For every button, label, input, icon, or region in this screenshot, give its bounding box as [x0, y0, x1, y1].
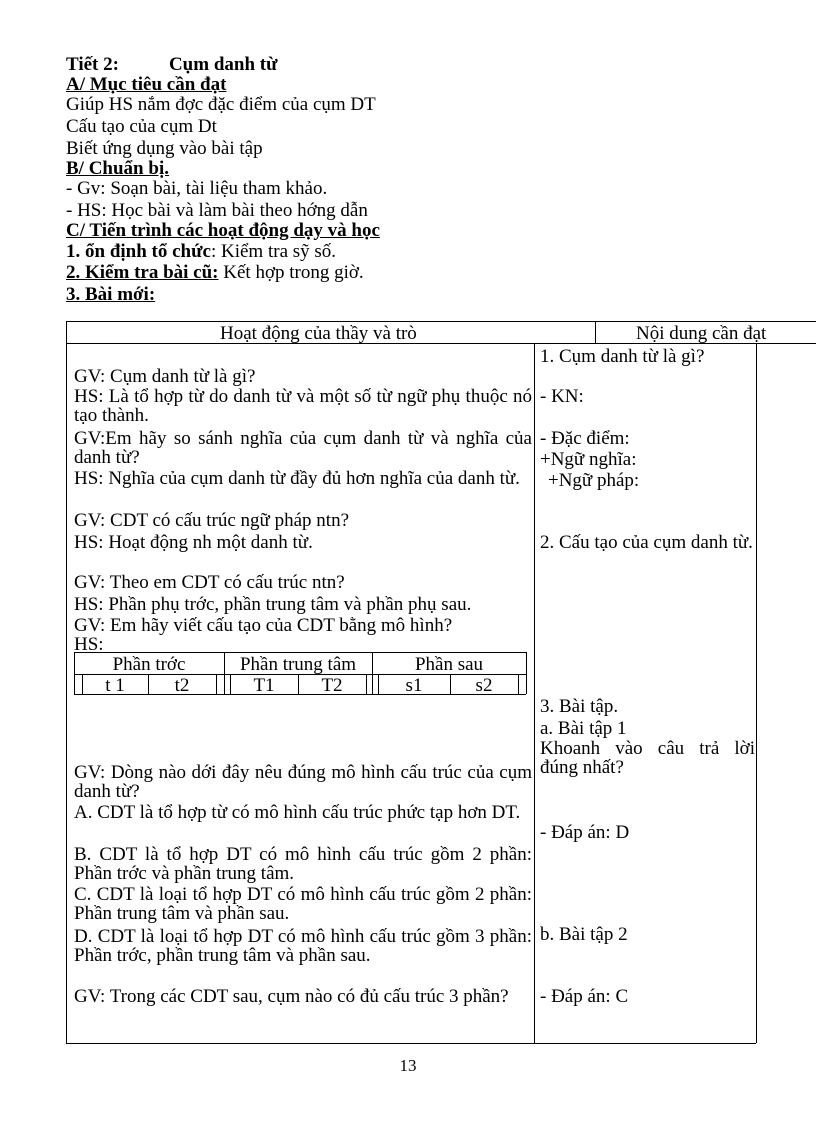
- right-text: 3. Bài tập.: [540, 696, 619, 717]
- right-text: +Ngữ pháp:: [548, 470, 640, 491]
- table-header-divider: [595, 321, 596, 343]
- section-c-heading: C/ Tiến trình các hoạt động dạy và học: [66, 220, 380, 241]
- left-text: GV: Cụm danh từ là gì?: [74, 366, 256, 387]
- lesson-title: Tiết 2: Cụm danh từ: [66, 54, 278, 75]
- right-text: 1. Cụm danh từ là gì?: [540, 346, 705, 367]
- section-a-heading: A/ Mục tiêu cần đạt: [66, 74, 227, 95]
- goal-line: Biết ứng dụng vào bài tập: [66, 138, 263, 159]
- left-text: GV:Em hãy so sánh nghĩa của cụm danh từ và nghĩa của danh từ?: [74, 428, 532, 468]
- section-b-heading: B/ Chuẩn bị.: [66, 158, 169, 179]
- col-header-content: Nội dung cần đạt: [636, 323, 767, 344]
- right-text: 2. Cấu tạo của cụm danh từ.: [540, 532, 753, 553]
- diagram-cell: t 1: [105, 675, 125, 696]
- diagram-cell: s2: [475, 675, 493, 696]
- step-3: 3. Bài mới:: [66, 284, 156, 305]
- diagram-header: Phần trung tâm: [239, 654, 357, 675]
- table-right-border: [756, 343, 757, 1043]
- left-text: GV: CDT có cấu trúc ngữ pháp ntn?: [74, 510, 349, 531]
- left-text: HS: Nghĩa của cụm danh từ đầy đủ hơn nghĩa của danh từ.: [74, 468, 520, 489]
- col-header-activities: Hoạt động của thầy và trò: [220, 323, 417, 344]
- left-text: HS:: [74, 634, 104, 655]
- left-text: GV: Em hãy viết cấu tạo của CDT bằng mô hình?: [74, 615, 453, 636]
- diagram-cell: t2: [174, 675, 190, 696]
- left-text: A. CDT là tổ hợp từ có mô hình cấu trúc phức tạp hơn DT.: [74, 802, 521, 823]
- left-text: GV: Dòng nào dới đây nêu đúng mô hình cấu trúc của cụm danh từ?: [74, 762, 532, 802]
- right-text: - KN:: [540, 386, 584, 407]
- goal-line: Cấu tạo của cụm Dt: [66, 116, 217, 137]
- step-1: 1. ổn định tổ chức: Kiểm tra sỹ số.: [66, 241, 337, 262]
- step-2: 2. Kiểm tra bài cũ: Kết hợp trong giờ.: [66, 262, 364, 283]
- table-column-divider: [534, 343, 535, 1043]
- page-number: 13: [399, 1056, 417, 1075]
- right-text: +Ngữ nghĩa:: [540, 449, 637, 470]
- right-text: - Đáp án: C: [540, 986, 629, 1007]
- diagram-header: Phần sau: [414, 654, 484, 675]
- left-text: GV: Theo em CDT có cấu trúc ntn?: [74, 572, 345, 593]
- diagram-header: Phần trớc: [112, 654, 186, 675]
- right-text: - Đáp án: D: [540, 822, 630, 843]
- goal-line: Giúp HS nắm đợc đặc điểm của cụm DT: [66, 94, 376, 115]
- left-text: GV: Trong các CDT sau, cụm nào có đủ cấu trúc 3 phần?: [74, 986, 509, 1007]
- diagram-cell: s1: [405, 675, 423, 696]
- left-text: HS: Hoạt động nh một danh từ.: [74, 532, 313, 553]
- table-bottom-border: [66, 1043, 756, 1044]
- left-text: HS: Là tổ hợp từ do danh từ và một số từ ngữ phụ thuộc nó tạo thành.: [74, 386, 532, 426]
- left-text: D. CDT là loại tổ hợp DT có mô hình cấu trúc gồm 3 phần: Phần trớc, phần trung tâm và phần sau.: [74, 926, 532, 966]
- right-text: a. Bài tập 1: [540, 718, 627, 739]
- left-text: B. CDT là tổ hợp DT có mô hình cấu trúc gồm 2 phần: Phần trớc và phần trung tâm.: [74, 844, 532, 884]
- table-left-border: [66, 321, 67, 1043]
- diagram-cell: T2: [321, 675, 343, 696]
- left-text: HS: Phần phụ trớc, phần trung tâm và phần phụ sau.: [74, 594, 472, 615]
- prep-line: - HS: Học bài và làm bài theo hớng dẫn: [66, 200, 368, 221]
- right-text: Khoanh vào câu trả lời đúng nhất?: [540, 738, 755, 778]
- table-top-border: [66, 321, 816, 322]
- right-text: b. Bài tập 2: [540, 924, 628, 945]
- left-text: C. CDT là loại tổ hợp DT có mô hình cấu trúc gồm 2 phần: Phần trung tâm và phần sau.: [74, 884, 532, 924]
- diagram-cell: T1: [253, 675, 275, 696]
- right-text: - Đặc điểm:: [540, 428, 630, 449]
- prep-line: - Gv: Soạn bài, tài liệu tham khảo.: [66, 178, 328, 199]
